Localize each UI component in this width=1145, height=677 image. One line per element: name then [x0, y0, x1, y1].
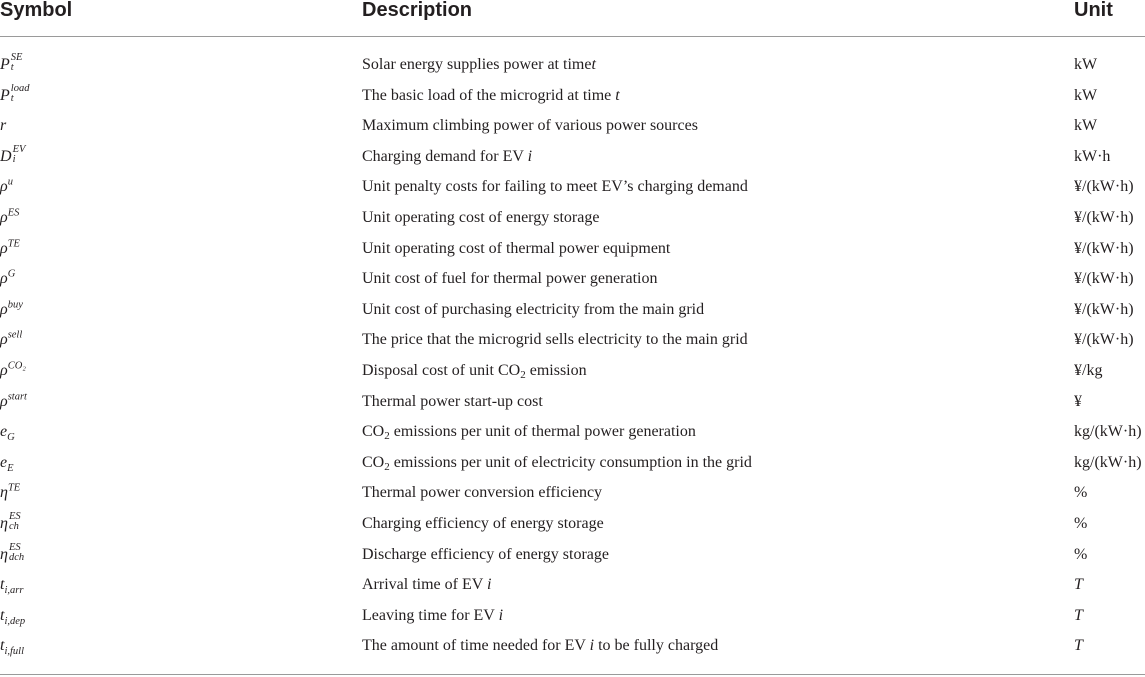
description-cell [362, 508, 604, 539]
symbol-subscript: t [10, 62, 14, 74]
description-text: Thermal power conversion efficiency [362, 484, 603, 502]
unit-cell: ¥/(kW·h) [1074, 331, 1134, 349]
symbol-scripts [11, 53, 23, 73]
symbol-superscript: start [7, 391, 27, 403]
symbol-subscript: i,dep [4, 615, 26, 627]
description-text: Unit cost of purchasing electricity from the main grid [362, 300, 705, 318]
symbol-base: e [0, 453, 8, 471]
unit-cell: kW [1074, 117, 1098, 135]
unit-cell: % [1074, 515, 1088, 532]
symbol-base: ρ [0, 270, 8, 288]
description-text: Arrival time of EV [362, 576, 488, 594]
description-text-tail: emissions per unit of electricity consumption in the grid [389, 453, 752, 471]
table-row [0, 600, 1145, 631]
unit-cell: kW [1074, 56, 1098, 73]
symbol-base: t [0, 637, 5, 655]
description-text: Unit operating cost of energy storage [362, 209, 600, 226]
description-cell [362, 171, 748, 202]
description-cell [362, 49, 596, 80]
symbol-cell [0, 233, 20, 264]
symbol-subscript: t [10, 92, 14, 104]
symbol-superscript: TE [7, 483, 21, 495]
description-variable: t [615, 86, 620, 104]
unit-cell: ¥ [1074, 392, 1082, 410]
symbol-superscript: CO₂ [7, 360, 26, 372]
symbol-cell [0, 416, 15, 447]
symbol-superscript: buy [7, 299, 23, 311]
description-variable: i [589, 637, 595, 655]
symbol-cell [0, 110, 6, 141]
unit-cell: T [1074, 606, 1083, 624]
symbol-cell [0, 202, 19, 233]
symbol-base: ρ [0, 362, 8, 379]
header-rule [0, 36, 1145, 37]
description-text: Charging demand for EV [362, 147, 528, 165]
unit-cell: % [1074, 484, 1088, 502]
table-row [0, 233, 1145, 264]
description-text: Unit penalty costs for failing to meet EV’s charging demand [362, 178, 748, 196]
description-text: Charging efficiency of energy storage [362, 515, 604, 532]
description-text: Solar energy supplies power at time [362, 56, 592, 73]
description-cell [362, 263, 657, 294]
description-text: Thermal power start-up cost [362, 392, 543, 410]
description-cell [362, 539, 609, 570]
symbol-base: ρ [0, 300, 8, 318]
description-cell [362, 477, 602, 508]
symbol-cell [0, 386, 27, 417]
description-cell [362, 80, 620, 111]
table-row [0, 386, 1145, 417]
symbol-cell [0, 508, 21, 539]
symbol-base: t [0, 606, 5, 624]
symbol-subscript: i,full [4, 646, 24, 658]
unit-cell: ¥/(kW·h) [1074, 178, 1134, 196]
table-row [0, 324, 1145, 355]
description-text: The amount of time needed for EV [362, 637, 590, 655]
table-row [0, 539, 1145, 570]
symbol-base: ρ [0, 392, 8, 410]
description-subscript: 2 [384, 430, 390, 443]
symbol-cell [0, 80, 29, 111]
symbol-cell [0, 49, 22, 80]
description-text: Leaving time for EV [362, 606, 499, 624]
symbol-cell [0, 294, 23, 325]
symbol-subscript: dch [8, 551, 25, 563]
table-row [0, 355, 1145, 386]
description-text: Disposal cost of unit CO [362, 362, 521, 379]
symbol-base: D [0, 147, 12, 165]
table-row [0, 141, 1145, 172]
table-row [0, 110, 1145, 141]
description-cell [362, 355, 587, 386]
description-text: Maximum climbing power of various power sources [362, 117, 698, 135]
symbol-cell [0, 171, 13, 202]
unit-cell: kg/(kW·h) [1074, 423, 1142, 441]
table-row [0, 477, 1145, 508]
symbol-cell [0, 263, 15, 294]
bottom-rule [0, 674, 1145, 675]
symbol-cell [0, 447, 14, 478]
description-text: Unit operating cost of thermal power equipment [362, 239, 671, 257]
unit-cell: % [1074, 545, 1088, 563]
symbol-subscript: i,arr [4, 585, 24, 597]
description-cell [362, 324, 748, 355]
description-cell [362, 386, 543, 417]
table-row [0, 49, 1145, 80]
header-description: Description [362, 0, 473, 21]
table-row [0, 569, 1145, 600]
description-cell [362, 141, 532, 172]
unit-cell: ¥/(kW·h) [1074, 300, 1134, 318]
symbol-superscript: u [7, 177, 13, 189]
description-subscript: 2 [384, 460, 390, 473]
symbol-base: P [0, 86, 10, 104]
unit-cell: ¥/(kW·h) [1074, 239, 1134, 257]
description-cell [362, 202, 599, 233]
table-row [0, 80, 1145, 111]
description-cell [362, 630, 718, 661]
symbol-subscript: ch [8, 521, 19, 533]
symbol-cell [0, 630, 24, 661]
symbol-cell [0, 569, 23, 600]
symbol-base: ρ [0, 178, 8, 196]
symbol-base: ρ [0, 331, 8, 349]
description-cell [362, 416, 696, 447]
symbol-superscript: TE [7, 238, 20, 250]
unit-cell: T [1074, 576, 1083, 594]
table-row [0, 202, 1145, 233]
description-text: The price that the microgrid sells electricity to the main grid [362, 331, 748, 349]
symbol-superscript: ES [8, 511, 21, 523]
table-row [0, 630, 1145, 661]
description-subscript: 2 [520, 369, 526, 381]
symbol-base: e [0, 423, 8, 441]
unit-cell: kW [1074, 86, 1098, 104]
description-cell [362, 294, 704, 325]
symbol-base: r [0, 117, 7, 135]
symbol-cell [0, 539, 24, 570]
table-row [0, 447, 1145, 478]
symbol-subscript: i [12, 154, 16, 166]
symbol-scripts [9, 512, 21, 532]
unit-cell: kW·h [1074, 147, 1111, 165]
symbol-superscript: ES [8, 541, 21, 553]
symbol-subscript: G [7, 432, 15, 444]
symbol-superscript: ES [7, 207, 20, 219]
table-header [0, 0, 1145, 37]
symbol-cell [0, 141, 25, 172]
symbol-base: P [0, 56, 10, 73]
table-row [0, 294, 1145, 325]
description-cell [362, 600, 503, 631]
unit-cell: T [1074, 637, 1083, 655]
description-text: Unit cost of fuel for thermal power generation [362, 270, 658, 288]
symbol-superscript: sell [7, 330, 23, 342]
symbol-scripts [9, 543, 24, 563]
symbol-superscript: G [7, 268, 16, 280]
header-symbol: Symbol [0, 0, 73, 21]
symbol-cell [0, 355, 26, 386]
description-cell [362, 569, 491, 600]
description-text: The basic load of the microgrid at time [362, 86, 616, 104]
table-row [0, 508, 1145, 539]
description-variable: i [487, 576, 492, 594]
symbol-base: ρ [0, 209, 8, 226]
symbol-cell [0, 600, 25, 631]
symbol-base: η [0, 545, 8, 563]
description-text-tail: emission [525, 362, 587, 379]
symbol-superscript: SE [10, 52, 23, 64]
symbol-cell [0, 324, 22, 355]
table-row [0, 416, 1145, 447]
description-cell [362, 233, 670, 264]
symbol-scripts [11, 84, 30, 104]
symbol-base: η [0, 484, 8, 502]
description-variable: i [527, 147, 533, 165]
unit-cell: ¥/(kW·h) [1074, 270, 1134, 288]
description-variable: i [498, 606, 504, 624]
description-text: CO [362, 453, 385, 471]
symbol-base: η [0, 515, 8, 532]
table-row [0, 263, 1145, 294]
description-cell [362, 447, 752, 478]
description-text: Discharge efficiency of energy storage [362, 545, 610, 563]
symbol-superscript: EV [12, 144, 26, 156]
symbol-cell [0, 477, 20, 508]
unit-cell: kg/(kW·h) [1074, 453, 1142, 471]
unit-cell: ¥/kg [1074, 362, 1103, 379]
description-text-tail: emissions per unit of thermal power generation [389, 423, 696, 441]
symbol-subscript: E [7, 462, 14, 474]
description-cell [362, 110, 698, 141]
table-row [0, 171, 1145, 202]
description-variable: t [591, 56, 596, 73]
unit-cell: ¥/(kW·h) [1074, 209, 1134, 226]
symbol-scripts [13, 145, 26, 165]
symbol-base: t [0, 576, 5, 594]
description-text-tail: to be fully charged [594, 637, 719, 655]
symbol-base: ρ [0, 239, 8, 257]
description-text: CO [362, 423, 385, 441]
symbol-superscript: load [10, 82, 30, 94]
header-unit: Unit [1074, 0, 1113, 21]
